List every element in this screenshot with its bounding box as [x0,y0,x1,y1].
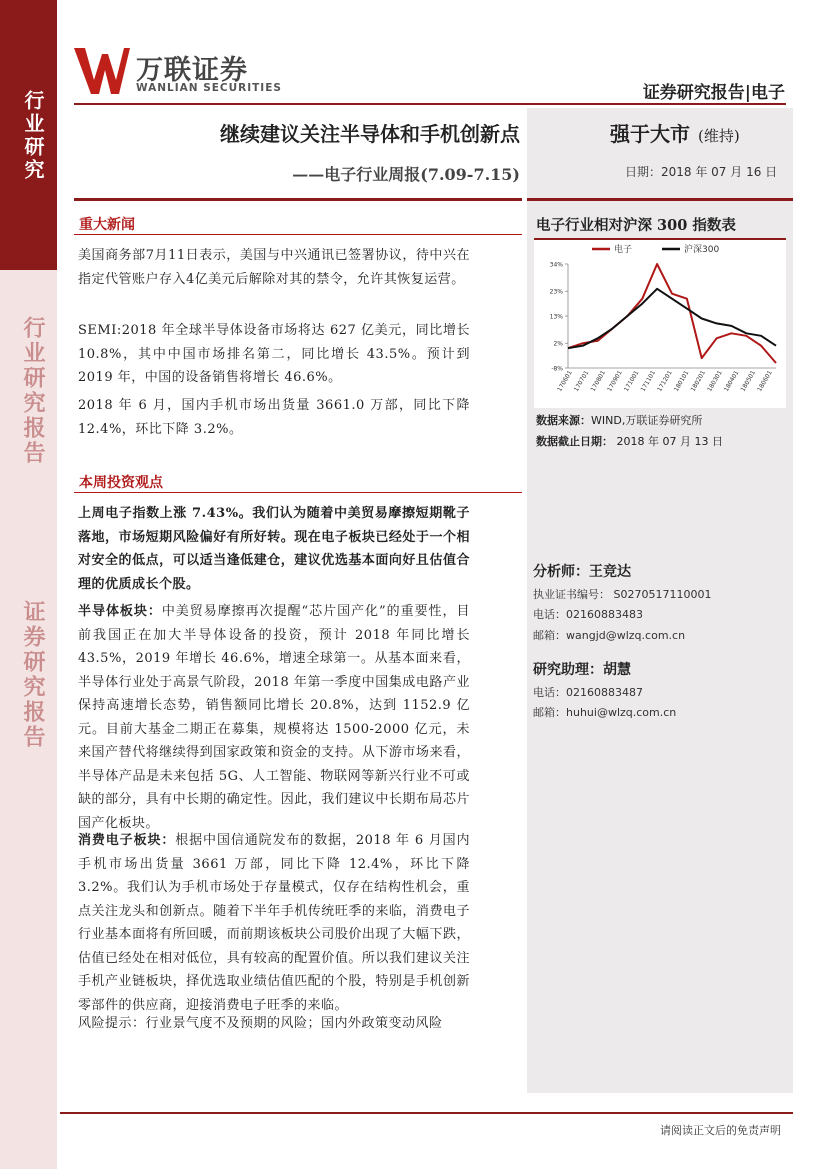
data-source [536,412,702,428]
assistant-email[interactable]: 邮箱：huhui@wlzq.com.cn [533,706,677,719]
x-tick-label: 180401 [722,369,741,393]
x-tick-label: 170601 [556,369,574,393]
consumer-label: 消费电子板块： [78,833,176,848]
x-tick-label: 170901 [606,369,624,393]
semiconductor-label: 半导体板块： [78,604,162,619]
report-title: 继续建议关注半导体和手机创新点 [220,122,520,146]
relative-index-chart [534,240,786,408]
side-label-mid: 行业研究报告 [20,316,46,466]
x-tick-label: 171101 [639,369,658,393]
semiconductor-paragraph [78,600,470,835]
logo-en: WANLIAN SECURITIES [136,82,282,94]
footer-divider [60,1112,793,1114]
report-type: 证券研究报告|电子 [642,83,785,103]
y-tick-label: 34% [549,261,563,269]
y-tick-label: 2% [553,340,563,348]
risk-note: 风险提示：行业景气度不及预期的风险；国内外政策变动风险 [78,1016,443,1031]
x-tick-label: 170801 [589,369,608,393]
data-cutoff-value: 2018 年 07 月 13 日 [616,435,723,448]
data-source-value: WIND,万联证券研究所 [591,414,703,427]
side-banner [0,0,57,1169]
x-tick-label: 171001 [622,369,641,393]
title-divider [74,198,522,201]
views-heading-line [74,492,522,493]
x-tick-label: 180301 [706,369,724,393]
analyst-cert: 执业证书编号： S0270517110001 [533,588,712,601]
x-tick-label: 180101 [672,369,691,393]
semiconductor-text: 中美贸易摩擦再次提醒“芯片国产化”的重要性，目前我国正在加大半导体设备的投资，预计 2018 年同比增长 43.5%，2019 年增长 46.6%，增速全球第一。从基本面来看，半导体行业处于高景气阶段，2018 年第一季度中国集成电路产业保持高速增长态势，销售额同比增长 20.8%，达到 1152.9 亿元。目前大基金二期正在募集，规模将达 1500-2000 亿元，未来国产替代将继续得到国家政策和资金的支持。从下游市场来看，半导体产品是未来包括 5G、人工智能、物联网等新兴行业不可或缺的部分，具有中长期的确定性。因此，我们建议中长期布局芯片国产化板块。 [78,604,470,831]
y-tick-label: 23% [549,288,563,296]
rating-main: 强于大市 [610,122,690,146]
news-paragraph-3: 2018 年 6 月，国内手机市场出货量 3661.0 万部，同比下降 12.4%，环比下降 3.2%。 [78,398,470,437]
analyst-phone: 电话：02160883483 [533,608,643,621]
legend-label: 沪深300 [684,245,720,255]
views-heading: 本周投资观点 [79,475,163,491]
header-divider [74,103,786,105]
y-tick-label: 13% [549,313,563,321]
news-paragraph-1: 美国商务部7月11日表示，美国与中兴通讯已签署协议，待中兴在指定代管账户存入4亿美元后解除对其的禁令，允许其恢复运营。 [78,248,470,287]
report-date: 日期：2018 年 07 月 16 日 [625,165,778,179]
side-label-top: 行业研究 [21,90,45,182]
disclaimer-note: 请阅读正文后的免责声明 [660,1124,781,1137]
rating [610,118,740,147]
assistant-name: 研究助理：胡慧 [533,662,631,678]
consumer-text: 根据中国信通院发布的数据，2018 年 6 月国内手机市场出货量 3661 万部，同比下降 12.4%，环比下降 3.2%。我们认为手机市场处于存量模式，仅存在结构性机会，重点关注龙头和创新点。随着下半年手机传统旺季的来临，消费电子行业基本面将有所回暖，而前期该板块公司股价出现了大幅下跌，估值已经处在相对低位，具有较高的配置价值。所以我们建议关注手机产业链板块，择优选取业绩估值匹配的个股，特别是手机创新零部件的供应商，迎接消费电子旺季的来临。 [78,833,470,1013]
analyst-email[interactable]: 邮箱：wangjd@wlzq.com.cn [533,629,686,642]
legend-label: 电子 [614,245,633,255]
logo-cn: 万联证券 [136,55,248,86]
chart-panel-title: 电子行业相对沪深 300 指数表 [536,217,736,234]
series-line-electronics [568,264,776,363]
data-cutoff-label: 数据截止日期： [536,435,613,448]
news-heading: 重大新闻 [79,217,135,233]
assistant-phone: 电话：02160883487 [533,686,643,699]
x-tick-label: 180501 [739,369,758,393]
side-label-bottom: 证券研究报告 [20,600,46,750]
logo-mark-icon [74,48,130,94]
news-paragraph-2: SEMI:2018 年全球半导体设备市场将达 627 亿美元，同比增长 10.8%，其中中国市场排名第二，同比增长 43.5%。预计到 2019 年，中国的设备销售将增长 46.6%。 [78,323,470,385]
views-summary: 上周电子指数上涨 7.43%。我们认为随着中美贸易摩擦短期靴子落地，市场短期风险偏好有所好转。现在电子板块已经处于一个相对安全的低点，可以适当逢低建仓，建议优选基本面向好且估值合理的优质成长个股。 [78,506,470,592]
report-subtitle: ——电子行业周报(7.09-7.15) [292,165,520,184]
chart-container [534,240,786,408]
y-tick-label: -8% [551,365,563,373]
consumer-paragraph [78,829,470,1017]
x-tick-label: 180201 [689,369,708,393]
data-source-label: 数据来源： [536,414,591,427]
title-divider-right [527,198,793,201]
company-logo [74,48,294,96]
x-tick-label: 171201 [656,369,674,393]
analyst-name: 分析师：王竞达 [533,564,631,580]
news-heading-line [74,234,522,235]
rating-sub: (维持) [698,127,740,145]
x-tick-label: 170701 [572,369,591,393]
data-cutoff [536,433,723,449]
x-tick-label: 180601 [756,369,774,393]
